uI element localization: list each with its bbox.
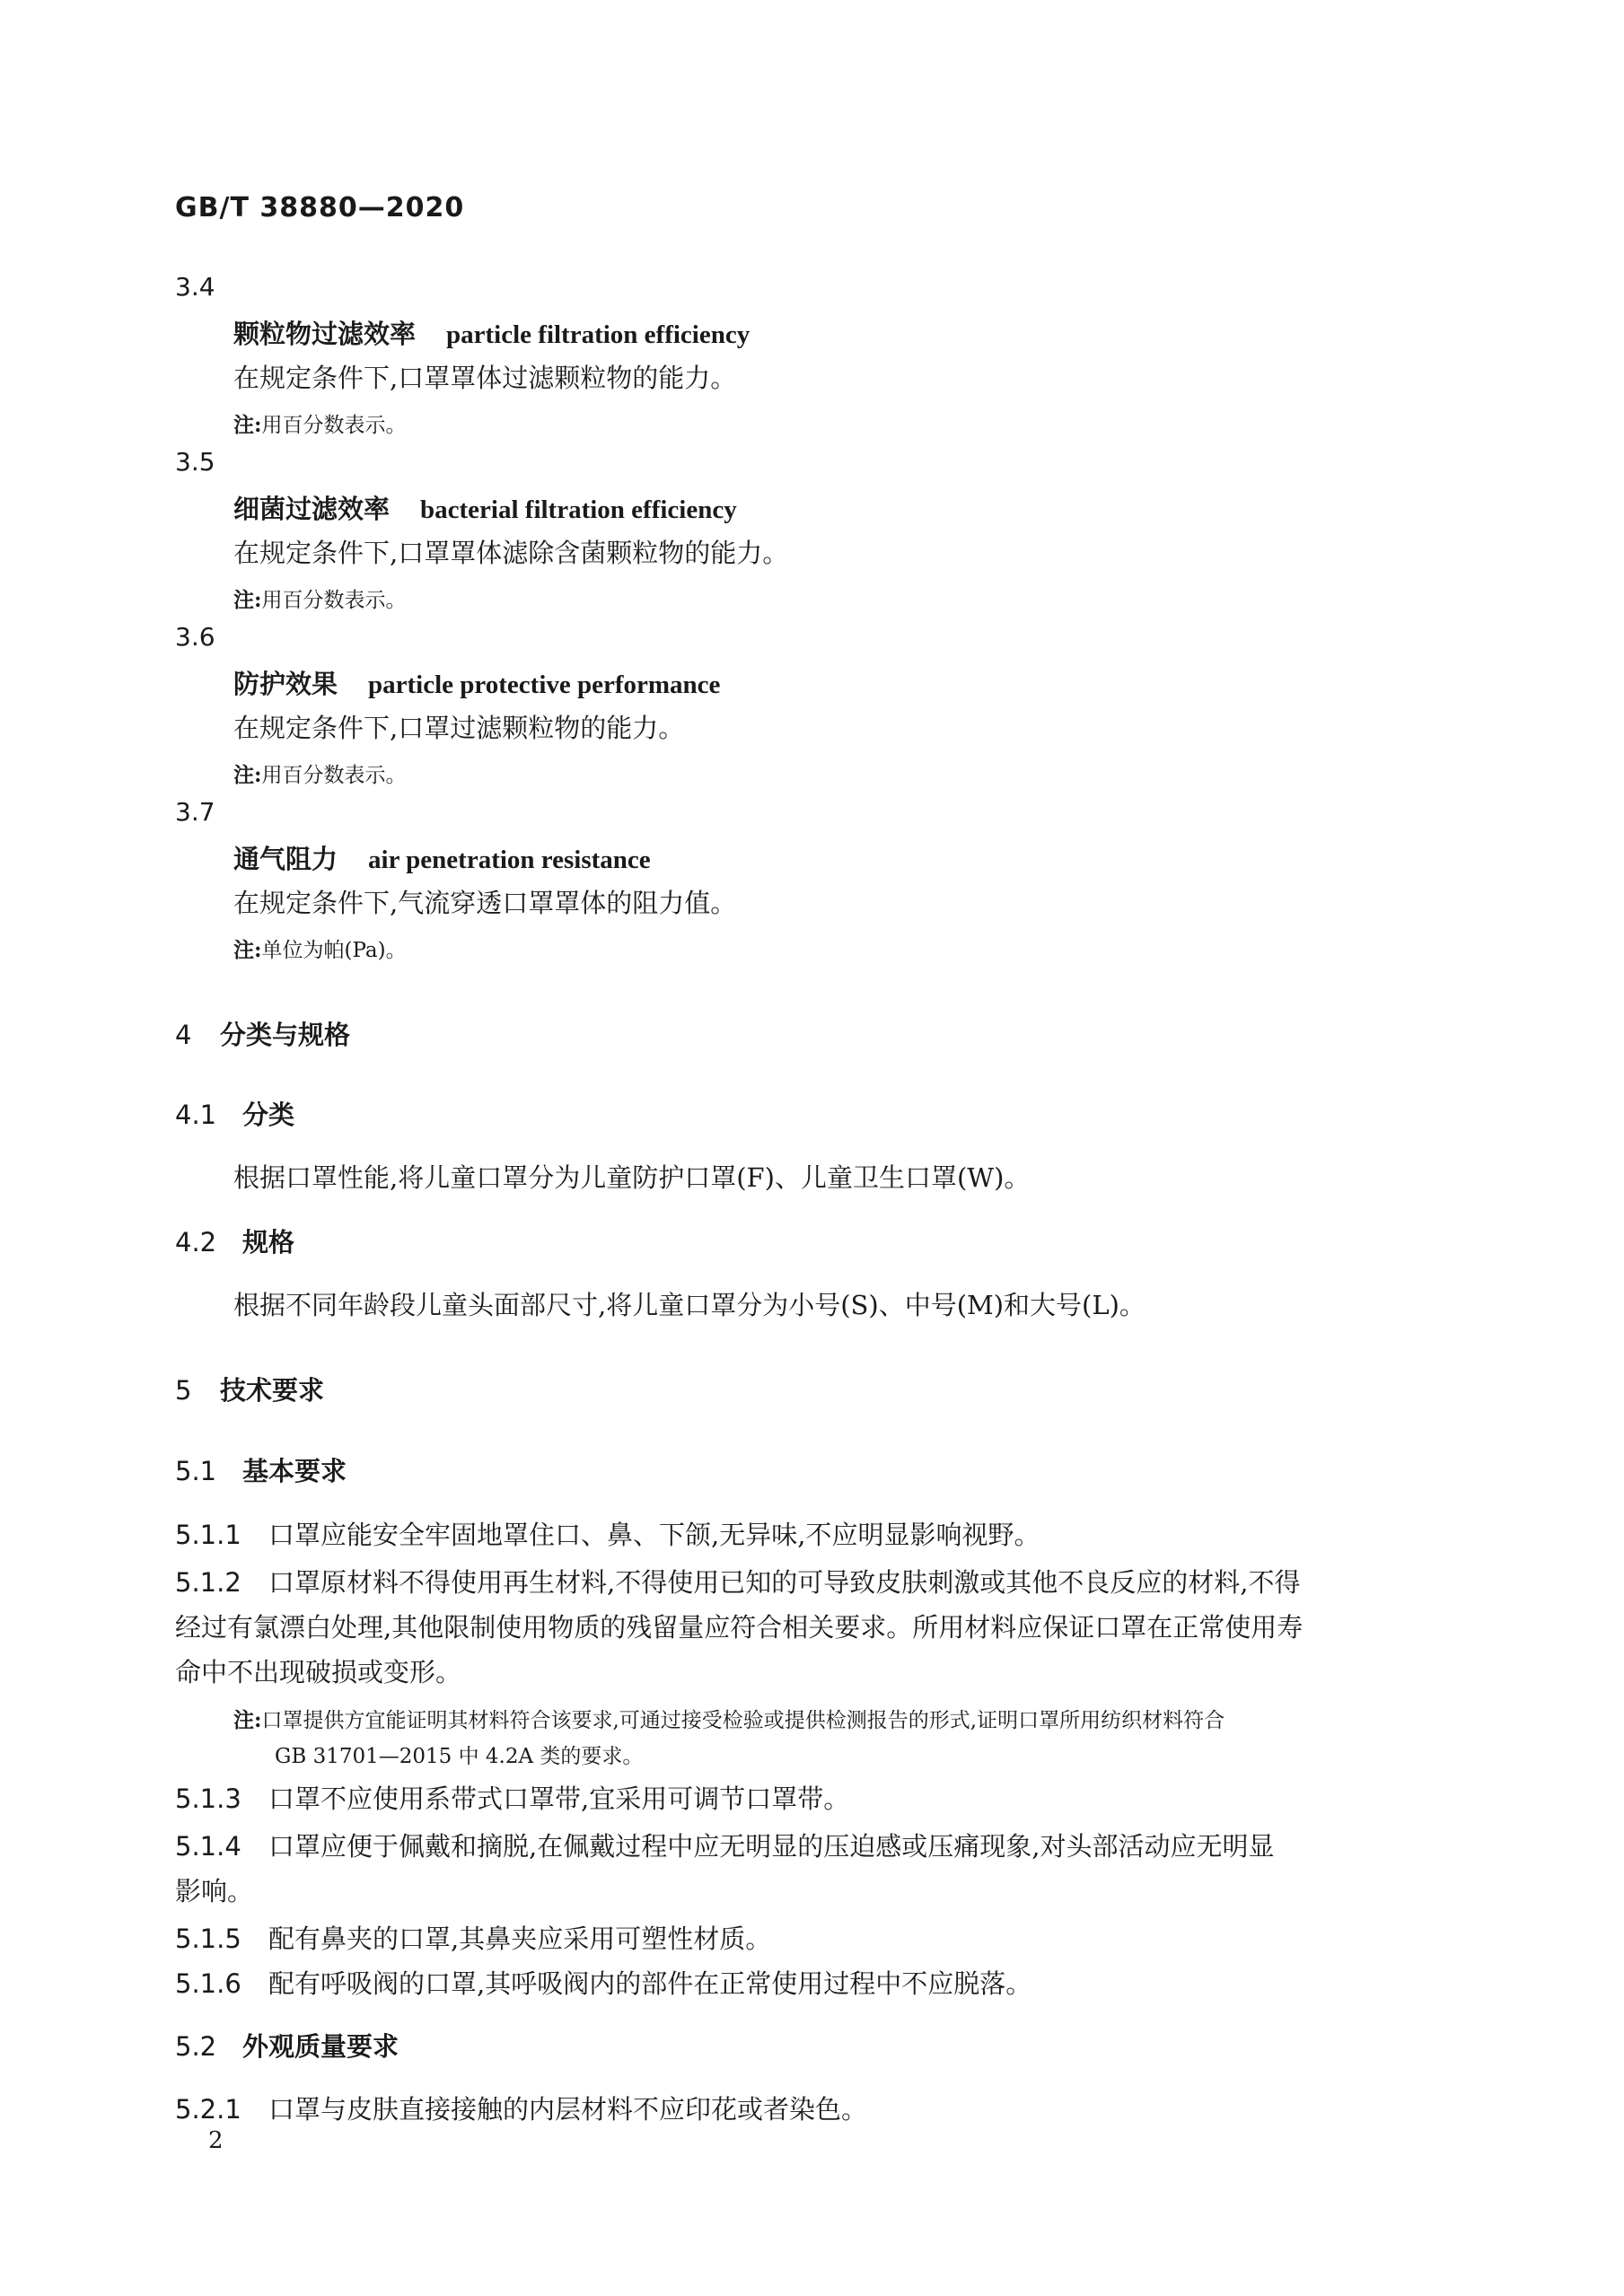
note-label: 注:	[233, 938, 262, 962]
clause-5-1-2	[175, 1563, 1300, 1599]
term-note	[233, 408, 407, 438]
subsection-heading	[175, 1451, 347, 1488]
clause-number: 5.1.4	[175, 1831, 241, 1862]
clause-5-1-5	[175, 1919, 771, 1956]
clause-5-1-4	[175, 1827, 1274, 1863]
clause-5-1-6	[175, 1964, 1031, 2001]
term-zh: 颗粒物过滤效率	[233, 319, 417, 349]
term-definition: 在规定条件下,口罩过滤颗粒物的能力。	[233, 713, 685, 743]
note-text: 用百分数表示。	[261, 589, 407, 612]
clause-text: 配有鼻夹的口罩,其鼻夹应采用可塑性材质。	[268, 1924, 772, 1954]
term-zh: 防护效果	[233, 669, 338, 699]
subsection-title: 外观质量要求	[242, 2031, 399, 2062]
term-en: bacterial filtration efficiency	[420, 495, 737, 524]
clause-number: 5.1.6	[175, 1968, 241, 1999]
subsection-heading	[175, 2027, 399, 2064]
clause-text-continued: 经过有氯漂白处理,其他限制使用物质的残留量应符合相关要求。所用材料应保证口罩在正常使用寿	[175, 1612, 1304, 1643]
note-label: 注:	[233, 413, 262, 437]
subsection-number: 4.2	[175, 1227, 217, 1258]
term-heading	[233, 489, 737, 526]
term-en: particle filtration efficiency	[446, 320, 751, 349]
clause-text: 口罩原材料不得使用再生材料,不得使用已知的可导致皮肤刺激或其他不良反应的材料,不得	[268, 1567, 1301, 1598]
clause-text-continued: 影响。	[175, 1876, 254, 1906]
note-text: 用百分数表示。	[261, 414, 407, 437]
term-heading	[233, 839, 651, 876]
clause-note-continued: GB 31701—2015 中 4.2A 类的要求。	[275, 1745, 644, 1768]
section-heading	[175, 1015, 350, 1052]
clause-number: 5.1.1	[175, 1520, 241, 1550]
term-note	[233, 758, 407, 788]
clause-text: 配有呼吸阀的口罩,其呼吸阀内的部件在正常使用过程中不应脱落。	[268, 1968, 1032, 1999]
subsection-number: 5.1	[175, 1456, 217, 1486]
term-heading	[233, 314, 750, 351]
term-zh: 通气阻力	[233, 844, 338, 874]
note-label: 注:	[233, 1708, 262, 1732]
section-number: 4	[175, 1020, 192, 1050]
standard-code-header: GB/T 38880—2020	[175, 192, 465, 223]
page-number: 2	[208, 2127, 224, 2154]
section-number: 5	[175, 1375, 192, 1406]
term-number: 3.6	[175, 622, 215, 652]
subsection-number: 4.1	[175, 1100, 217, 1130]
subsection-heading	[175, 1222, 294, 1259]
paragraph: 根据口罩性能,将儿童口罩分为儿童防护口罩(F)、儿童卫生口罩(W)。	[233, 1162, 1031, 1193]
subsection-title: 分类	[242, 1100, 295, 1130]
section-title: 技术要求	[220, 1375, 325, 1406]
clause-5-1-1	[175, 1515, 1040, 1552]
term-note	[233, 933, 407, 963]
clause-number: 5.1.2	[175, 1567, 241, 1598]
subsection-title: 基本要求	[242, 1456, 347, 1486]
term-heading	[233, 664, 720, 701]
term-en: particle protective performance	[368, 670, 721, 699]
clause-text: 口罩不应使用系带式口罩带,宜采用可调节口罩带。	[268, 1783, 850, 1814]
clause-text: 口罩与皮肤直接接触的内层材料不应印花或者染色。	[268, 2094, 868, 2125]
term-number: 3.4	[175, 272, 215, 302]
subsection-title: 规格	[242, 1227, 295, 1258]
clause-number: 5.1.3	[175, 1783, 241, 1814]
term-number: 3.7	[175, 797, 215, 827]
clause-text-continued: 命中不出现破损或变形。	[175, 1657, 462, 1687]
clause-5-1-3	[175, 1779, 849, 1816]
clause-number: 5.2.1	[175, 2094, 241, 2125]
clause-note	[233, 1704, 1225, 1733]
note-text: 单位为帕(Pa)。	[261, 939, 407, 962]
clause-5-2-1	[175, 2090, 867, 2126]
section-title: 分类与规格	[220, 1020, 351, 1050]
clause-number: 5.1.5	[175, 1924, 241, 1954]
term-en: air penetration resistance	[368, 846, 651, 874]
term-definition: 在规定条件下,口罩罩体滤除含菌颗粒物的能力。	[233, 538, 789, 568]
term-number: 3.5	[175, 447, 215, 477]
term-definition: 在规定条件下,口罩罩体过滤颗粒物的能力。	[233, 363, 737, 393]
section-heading	[175, 1371, 324, 1407]
note-text: 用百分数表示。	[261, 764, 407, 787]
subsection-heading	[175, 1095, 294, 1132]
note-text: 口罩提供方宜能证明其材料符合该要求,可通过接受检验或提供检测报告的形式,证明口罩所用纺织材料符合	[261, 1709, 1225, 1732]
term-note	[233, 583, 407, 613]
subsection-number: 5.2	[175, 2031, 217, 2062]
paragraph: 根据不同年龄段儿童头面部尺寸,将儿童口罩分为小号(S)、中号(M)和大号(L)。	[233, 1290, 1146, 1320]
term-zh: 细菌过滤效率	[233, 494, 391, 524]
clause-text: 口罩应便于佩戴和摘脱,在佩戴过程中应无明显的压迫感或压痛现象,对头部活动应无明显	[268, 1831, 1275, 1862]
note-label: 注:	[233, 763, 262, 787]
clause-text: 口罩应能安全牢固地罩住口、鼻、下颌,无异味,不应明显影响视野。	[268, 1520, 1040, 1550]
term-definition: 在规定条件下,气流穿透口罩罩体的阻力值。	[233, 888, 737, 918]
note-label: 注:	[233, 588, 262, 612]
